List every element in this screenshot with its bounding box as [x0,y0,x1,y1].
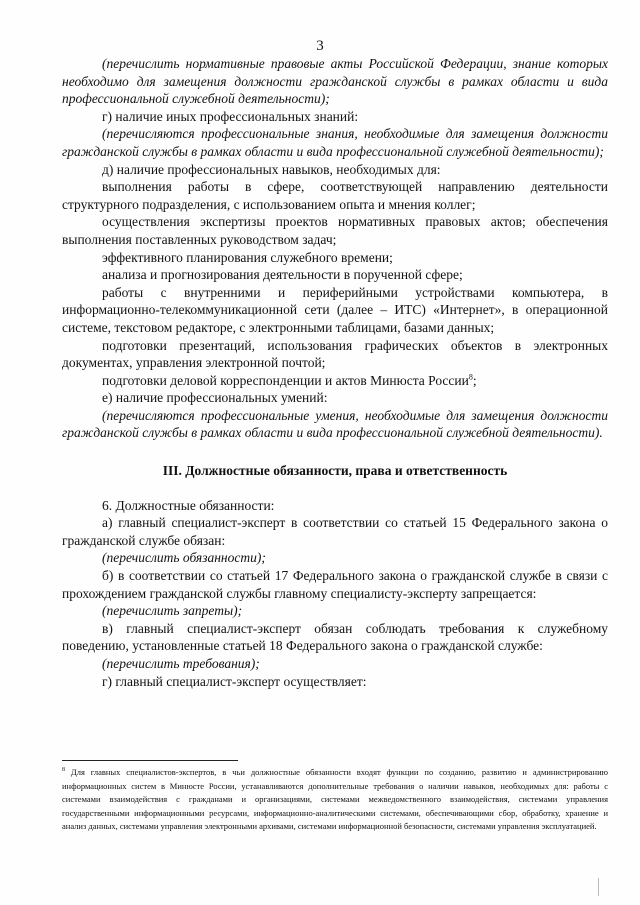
paragraph-skill-presentations: подготовки презентаций, использования графических объектов в электронных документах, управления электронной почтой; [62,337,608,371]
paragraph-legal-acts-hint: (перечислить нормативные правовые акты Российской Федерации, знание которых необходимо для замещения должности гражданской службы в рамках области и вида профессиональной служебной деятельности); [62,56,608,107]
paragraph-skill-analysis: анализа и прогнозирования деятельности в порученной сфере; [102,267,463,283]
page-number: 3 [316,38,324,54]
paragraph-requirements-hint: (перечислить требования); [102,656,260,671]
paragraph-duties-heading: 6. Должностные обязанности: [102,497,275,513]
paragraph-duties-hint: (перечислить обязанности); [102,550,266,566]
paragraph-abilities-hint: (перечисляются профессиональные умения, необходимые для замещения должности гражданской службы в рамках области и вида профессиональной служебной деятельности). [62,407,608,441]
scan-artifact [598,878,599,896]
section-title: III. Должностные обязанности, права и ответственность [162,463,508,479]
paragraph-other-knowledge: г) наличие иных профессиональных знаний: [102,108,359,124]
footnote-reference[interactable]: 8 [468,372,473,382]
paragraph-duty-c: в) главный специалист-эксперт обязан соблюдать требования к служебному поведению, установленные статьей 18 Федерального закона о гражданской службе: [62,620,608,654]
correspondence-text: подготовки деловой корреспонденции и актов Минюста России [102,372,469,388]
paragraph-skill-correspondence [62,372,608,390]
correspondence-end: ; [472,372,477,388]
footnote-divider [62,760,238,761]
paragraph-prohibitions-hint: (перечислить запреты); [102,603,243,619]
footnote-mark: 8 [62,767,65,774]
paragraph-skill-expertise: осуществления экспертизы проектов нормативных правовых актов; обеспечения выполнения поставленных руководством задач; [62,214,608,247]
footnote [62,766,608,834]
paragraph-skills-intro: д) наличие профессиональных навыков, необходимых для: [102,161,441,177]
paragraph-duty-d: г) главный специалист-эксперт осуществляет: [102,673,367,689]
paragraph-skill-computer: работы с внутренними и периферийными устройствами компьютера, в информационно-телекоммуникационной сети (далее – ИТС) «Интернет», в операционной системе, текстовом редакторе, с электронными таблицами, базами данных; [62,284,608,335]
footnote-text: Для главных специалистов-экспертов, в чьи должностные обязанности входят функции по созданию, развитию и администрированию информационных систем в Минюсте России, устанавливаются дополнительные требования о наличии навыков, необходимых для: работы с системами взаимодействия с гражданами и организациями, системами межведомственного взаимодействия, системами управления государственными информационными ресурсами, информационно-аналитическими системами, обеспечивающими сбор, обработку, хранение и анализ данных, системами управления электронными архивами, системами информационной безопасности, системами управления эксплуатацией. [62,767,608,832]
paragraph-duty-b: б) в соответствии со статьей 17 Федерального закона о гражданской службе в связи с прохождением гражданской службы главному специалисту-эксперту запрещается: [62,568,608,601]
paragraph-professional-abilities: е) наличие профессиональных умений: [102,390,328,406]
paragraph-duty-a: а) главный специалист-эксперт в соответствии со статьей 15 Федерального закона о гражданской службе обязан: [62,515,608,548]
document-body [62,55,608,690]
paragraph-knowledge-hint: (перечисляются профессиональные знания, необходимые для замещения должности гражданской службы в рамках области и вида профессиональной служебной деятельности); [62,126,608,159]
paragraph-skill-planning: эффективного планирования служебного времени; [102,249,393,265]
paragraph-skill-work-sphere: выполнения работы в сфере, соответствующей направлению деятельности структурного подразделения, с использованием опыта и мнения коллег; [62,179,608,212]
